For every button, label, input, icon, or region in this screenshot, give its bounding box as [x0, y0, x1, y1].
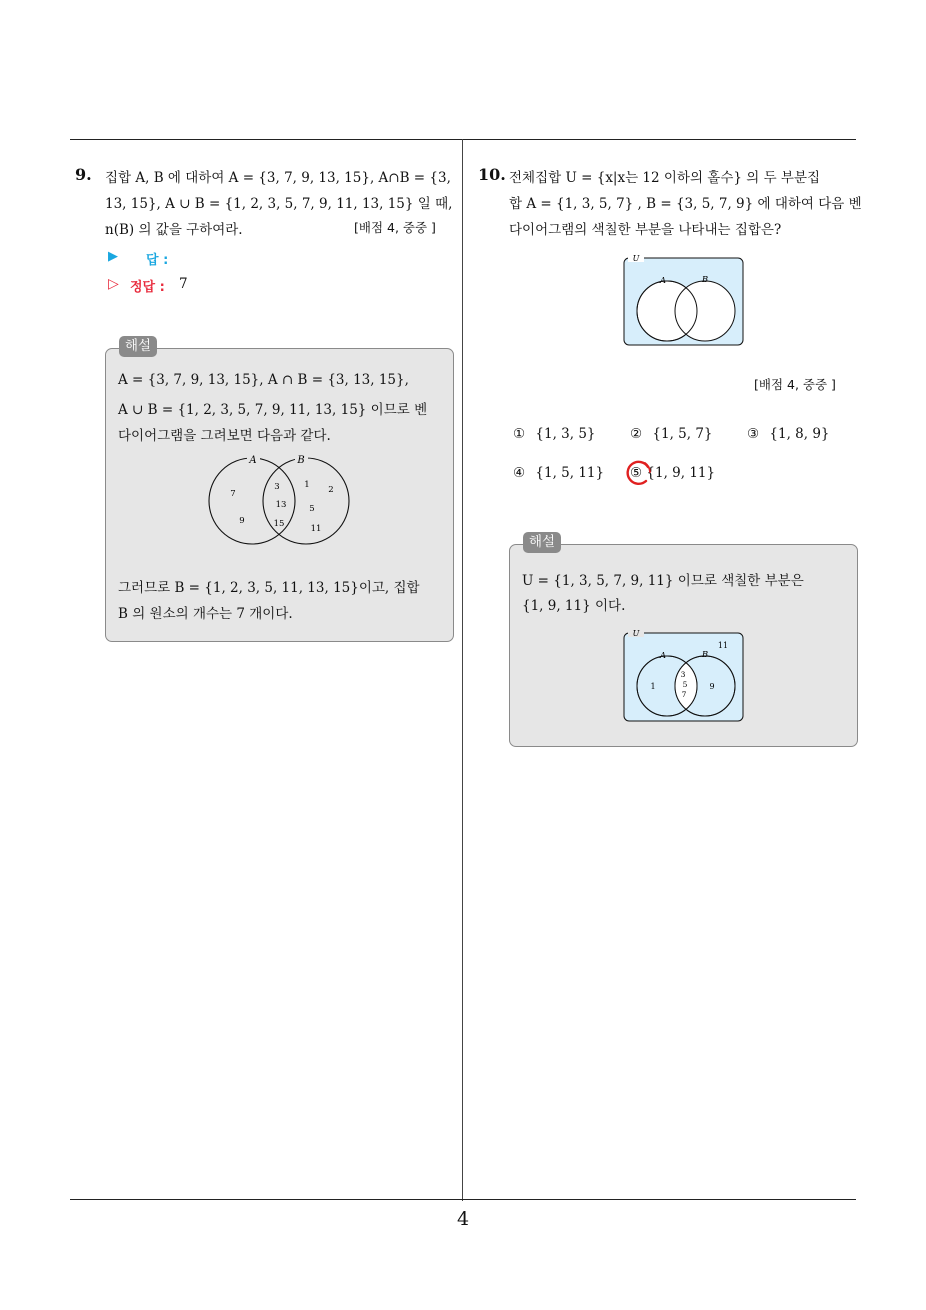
venn-element: 9	[239, 516, 245, 526]
venn-label-a: A	[249, 455, 257, 466]
venn-label-a: A	[659, 276, 667, 286]
solution-line: {1, 9, 11} 이다.	[522, 598, 626, 614]
venn-element: 15	[273, 519, 285, 529]
column-divider	[462, 139, 463, 1201]
venn-element: 7	[230, 489, 236, 499]
score-label: [배점 4, 중중 ]	[754, 377, 836, 392]
choice-text: {1, 8, 9}	[769, 426, 830, 442]
question-text-line: n(B) 의 값을 구하여라.	[105, 222, 243, 238]
solution-venn-diagram	[623, 630, 745, 724]
choice-mark: ③	[747, 426, 760, 442]
bottom-rule	[70, 1199, 856, 1200]
question-number: 10.	[478, 165, 506, 184]
venn-label-u: U	[632, 255, 640, 263]
choice-1[interactable]	[513, 426, 596, 442]
choice-mark: ②	[630, 426, 643, 442]
answer-label: 답 :	[146, 253, 169, 268]
solution-box	[509, 534, 858, 747]
venn-label-u: U	[632, 630, 640, 638]
venn-element: 5	[682, 680, 688, 689]
solution-line: 다이어그램을 그려보면 다음과 같다.	[118, 428, 331, 444]
choice-text: {1, 5, 11}	[535, 465, 605, 481]
choice-text: {1, 3, 5}	[535, 426, 596, 442]
solution-tag: 해설	[119, 336, 157, 357]
venn-label-b: B	[701, 650, 709, 660]
question-text-line: 다이어그램의 색칠한 부분을 나타내는 집합은?	[509, 222, 782, 238]
choice-text: {1, 5, 7}	[652, 426, 713, 442]
choice-3[interactable]	[747, 426, 830, 442]
choice-2[interactable]	[630, 426, 713, 442]
venn-diagram	[202, 453, 352, 553]
solution-line: A = {3, 7, 9, 13, 15}, A ∩ B = {3, 13, 15},	[118, 372, 409, 388]
venn-label-b: B	[297, 455, 305, 466]
venn-element: 3	[680, 670, 686, 679]
solution-line: 그러므로 B = {1, 2, 3, 5, 11, 13, 15}이고, 집합	[118, 580, 420, 596]
question-venn-diagram	[623, 255, 745, 348]
solution-line: A ∪ B = {1, 2, 3, 5, 7, 9, 11, 13, 15} 이므로 벤	[118, 402, 428, 418]
choice-mark: ①	[513, 426, 526, 442]
question-text-line: 전체집합 U = {x|x는 12 이하의 홀수} 의 두 부분집	[509, 170, 821, 186]
choice-mark: ⑤	[630, 465, 643, 481]
choice-4[interactable]	[513, 465, 604, 481]
question-number: 9.	[75, 165, 92, 184]
solution-line: B 의 원소의 개수는 7 개이다.	[118, 606, 293, 622]
correct-answer-value: 7	[179, 276, 188, 292]
solution-tag: 해설	[523, 532, 561, 553]
venn-label-b: B	[701, 275, 709, 285]
solution-line: U = {1, 3, 5, 7, 9, 11} 이므로 색칠한 부분은	[522, 573, 804, 589]
choice-text: {1, 9, 11}	[646, 465, 716, 481]
answer-arrow-icon: ▶	[108, 249, 118, 264]
page-number: 4	[456, 1208, 470, 1230]
choice-mark: ④	[513, 465, 526, 481]
question-text-line: 13, 15}, A ∪ B = {1, 2, 3, 5, 7, 9, 11, 13, 15} 일 때,	[105, 196, 453, 212]
venn-element: 7	[681, 690, 687, 699]
venn-element: 1	[304, 480, 310, 490]
selected-answer-circle-icon	[623, 458, 653, 488]
solution-box	[105, 338, 454, 642]
venn-element: 2	[328, 485, 334, 495]
venn-label-a: A	[659, 651, 667, 661]
venn-element: 13	[275, 500, 287, 510]
venn-element: 3	[274, 482, 280, 492]
question-text-line: 합 A = {1, 3, 5, 7} , B = {3, 5, 7, 9} 에 대하여 다음 벤	[509, 196, 862, 212]
question-text-line: 집합 A, B 에 대하여 A = {3, 7, 9, 13, 15}, A∩B = {3,	[105, 170, 451, 186]
venn-element: 1	[650, 682, 656, 691]
venn-element: 5	[309, 504, 315, 514]
venn-element: 11	[717, 641, 729, 650]
correct-answer-label: 정답 :	[130, 280, 165, 295]
venn-element: 9	[709, 682, 715, 691]
top-rule	[70, 139, 856, 140]
venn-element: 11	[310, 524, 322, 534]
correct-answer-marker-icon: ▷	[108, 276, 119, 292]
score-label: [배점 4, 중중 ]	[354, 220, 436, 235]
